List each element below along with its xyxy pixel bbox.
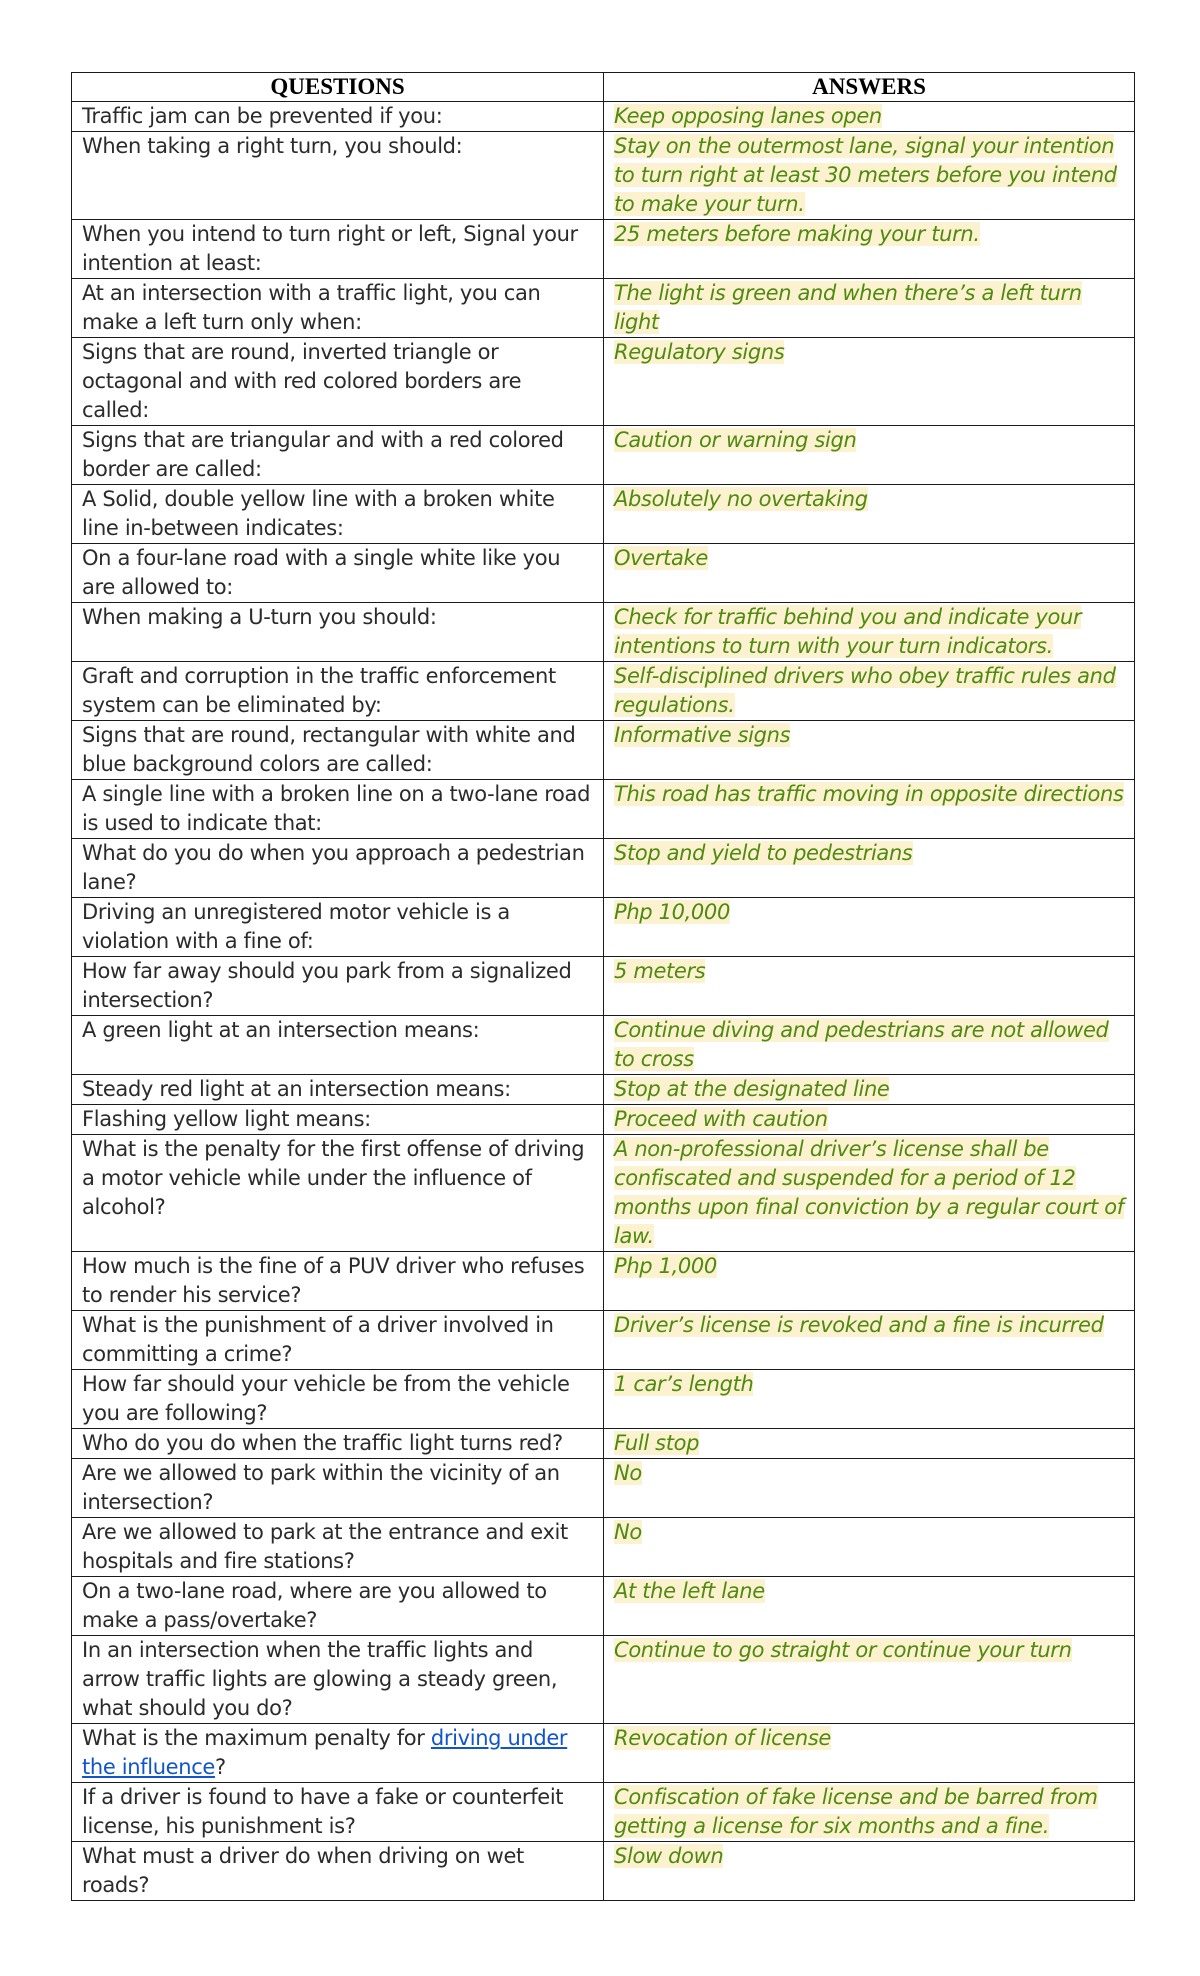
answer-text: 5 meters — [614, 959, 706, 983]
answer-cell — [604, 1252, 1135, 1311]
table-row — [72, 1075, 1135, 1105]
answer-text: Check for traffic behind you and indicate your intentions to turn with your turn indicators. — [614, 605, 1082, 658]
answer-cell — [604, 1783, 1135, 1842]
question-text: What is the maximum penalty for — [82, 1726, 431, 1750]
answer-cell — [604, 780, 1135, 839]
question-cell: Graft and corruption in the traffic enforcement system can be eliminated by: — [72, 662, 604, 721]
answer-cell — [604, 1370, 1135, 1429]
question-cell: In an intersection when the traffic lights and arrow traffic lights are glowing a steady green, what should you do? — [72, 1636, 604, 1724]
question-cell: How much is the fine of a PUV driver who refuses to render his service? — [72, 1252, 604, 1311]
answer-cell — [604, 662, 1135, 721]
question-cell: Signs that are round, rectangular with white and blue background colors are called: — [72, 721, 604, 780]
question-cell: Steady red light at an intersection means: — [72, 1075, 604, 1105]
answer-cell — [604, 1429, 1135, 1459]
question-cell: Are we allowed to park at the entrance and exit hospitals and fire stations? — [72, 1518, 604, 1577]
answer-cell — [604, 1105, 1135, 1135]
answer-cell — [604, 898, 1135, 957]
answer-cell — [604, 338, 1135, 426]
table-row — [72, 1429, 1135, 1459]
answer-text: Continue to go straight or continue your turn — [614, 1638, 1072, 1662]
question-cell: What must a driver do when driving on wet roads? — [72, 1842, 604, 1901]
question-cell: Traffic jam can be prevented if you: — [72, 102, 604, 132]
answers-header: ANSWERS — [604, 73, 1135, 102]
table-row — [72, 603, 1135, 662]
table-row — [72, 1724, 1135, 1783]
question-cell: If a driver is found to have a fake or counterfeit license, his punishment is? — [72, 1783, 604, 1842]
answer-text: Stop and yield to pedestrians — [614, 841, 913, 865]
question-text-end: ? — [214, 1755, 226, 1779]
answer-text: The light is green and when there’s a left turn light — [614, 281, 1082, 334]
question-cell: Signs that are round, inverted triangle or octagonal and with red colored borders are called: — [72, 338, 604, 426]
question-cell: Signs that are triangular and with a red colored border are called: — [72, 426, 604, 485]
answer-cell — [604, 279, 1135, 338]
table-row — [72, 1105, 1135, 1135]
answer-cell — [604, 1636, 1135, 1724]
answer-cell — [604, 1135, 1135, 1252]
question-cell: Who do you do when the traffic light turns red? — [72, 1429, 604, 1459]
answer-text: 25 meters before making your turn. — [614, 222, 980, 246]
table-row — [72, 1577, 1135, 1636]
answer-cell — [604, 485, 1135, 544]
table-row — [72, 721, 1135, 780]
question-cell: At an intersection with a traffic light, you can make a left turn only when: — [72, 279, 604, 338]
answer-cell — [604, 132, 1135, 220]
table-row — [72, 279, 1135, 338]
table-row — [72, 1016, 1135, 1075]
answer-cell — [604, 220, 1135, 279]
answer-text: Stop at the designated line — [614, 1077, 890, 1101]
table-row — [72, 1459, 1135, 1518]
answer-cell — [604, 603, 1135, 662]
header-row — [72, 73, 1135, 102]
answer-cell — [604, 839, 1135, 898]
answer-text: A non-professional driver’s license shall be confiscated and suspended for a period of 12 months upon final conviction by a regular court of law. — [614, 1137, 1124, 1248]
table-row — [72, 957, 1135, 1016]
answer-text: Overtake — [614, 546, 708, 570]
answer-text: Proceed with caution — [614, 1107, 828, 1131]
table-row — [72, 338, 1135, 426]
question-cell: How far should your vehicle be from the vehicle you are following? — [72, 1370, 604, 1429]
answer-text: No — [614, 1520, 642, 1544]
answer-text: Full stop — [614, 1431, 700, 1455]
table-row — [72, 780, 1135, 839]
answer-cell — [604, 1311, 1135, 1370]
table-row — [72, 1842, 1135, 1901]
table-row — [72, 898, 1135, 957]
answer-text: Driver’s license is revoked and a fine is incurred — [614, 1313, 1104, 1337]
question-cell — [72, 1724, 604, 1783]
answer-cell — [604, 1842, 1135, 1901]
answer-text: No — [614, 1461, 642, 1485]
answer-text: Revocation of license — [614, 1726, 831, 1750]
answer-text: Php 10,000 — [614, 900, 730, 924]
answer-text: Confiscation of fake license and be barred from getting a license for six months and a fine. — [614, 1785, 1098, 1838]
answer-cell — [604, 1075, 1135, 1105]
table-row — [72, 544, 1135, 603]
question-cell: What is the penalty for the first offense of driving a motor vehicle while under the influence of alcohol? — [72, 1135, 604, 1252]
question-cell: How far away should you park from a signalized intersection? — [72, 957, 604, 1016]
answer-cell — [604, 1518, 1135, 1577]
answer-text: Informative signs — [614, 723, 791, 747]
question-cell: What do you do when you approach a pedestrian lane? — [72, 839, 604, 898]
table-row — [72, 102, 1135, 132]
table-row — [72, 1135, 1135, 1252]
question-cell: When making a U-turn you should: — [72, 603, 604, 662]
answer-text: Slow down — [614, 1844, 724, 1868]
qa-table — [71, 72, 1135, 1901]
answer-text: 1 car’s length — [614, 1372, 754, 1396]
table-row — [72, 220, 1135, 279]
answer-cell — [604, 102, 1135, 132]
question-cell: When taking a right turn, you should: — [72, 132, 604, 220]
table-row — [72, 662, 1135, 721]
dui-link[interactable]: driving under the influence — [82, 1726, 568, 1779]
table-row — [72, 1252, 1135, 1311]
question-cell: A single line with a broken line on a two-lane road is used to indicate that: — [72, 780, 604, 839]
question-cell: Flashing yellow light means: — [72, 1105, 604, 1135]
answer-cell — [604, 721, 1135, 780]
table-row — [72, 839, 1135, 898]
table-row — [72, 132, 1135, 220]
questions-header: QUESTIONS — [72, 73, 604, 102]
question-cell: Driving an unregistered motor vehicle is a violation with a fine of: — [72, 898, 604, 957]
answer-text: At the left lane — [614, 1579, 765, 1603]
answer-text: Absolutely no overtaking — [614, 487, 868, 511]
answer-cell — [604, 1016, 1135, 1075]
answer-cell — [604, 426, 1135, 485]
question-cell: A Solid, double yellow line with a broken white line in-between indicates: — [72, 485, 604, 544]
answer-text: Php 1,000 — [614, 1254, 717, 1278]
question-cell: On a two-lane road, where are you allowed to make a pass/overtake? — [72, 1577, 604, 1636]
table-row — [72, 1783, 1135, 1842]
answer-text: Stay on the outermost lane, signal your intention to turn right at least 30 meters before you intend to make your turn. — [614, 134, 1117, 216]
question-cell: On a four-lane road with a single white like you are allowed to: — [72, 544, 604, 603]
question-cell: What is the punishment of a driver involved in committing a crime? — [72, 1311, 604, 1370]
table-row — [72, 1518, 1135, 1577]
answer-cell — [604, 1724, 1135, 1783]
answer-text: This road has traffic moving in opposite directions — [614, 782, 1124, 806]
question-cell: A green light at an intersection means: — [72, 1016, 604, 1075]
question-cell: When you intend to turn right or left, Signal your intention at least: — [72, 220, 604, 279]
answer-text: Keep opposing lanes open — [614, 104, 882, 128]
answer-text: Continue diving and pedestrians are not allowed to cross — [614, 1018, 1109, 1071]
table-row — [72, 426, 1135, 485]
table-row — [72, 485, 1135, 544]
answer-cell — [604, 1459, 1135, 1518]
answer-text: Self-disciplined drivers who obey traffic rules and regulations. — [614, 664, 1116, 717]
question-cell: Are we allowed to park within the vicinity of an intersection? — [72, 1459, 604, 1518]
answer-text: Regulatory signs — [614, 340, 785, 364]
answer-cell — [604, 957, 1135, 1016]
answer-text: Caution or warning sign — [614, 428, 857, 452]
answer-cell — [604, 544, 1135, 603]
table-row — [72, 1370, 1135, 1429]
table-row — [72, 1636, 1135, 1724]
table-row — [72, 1311, 1135, 1370]
answer-cell — [604, 1577, 1135, 1636]
